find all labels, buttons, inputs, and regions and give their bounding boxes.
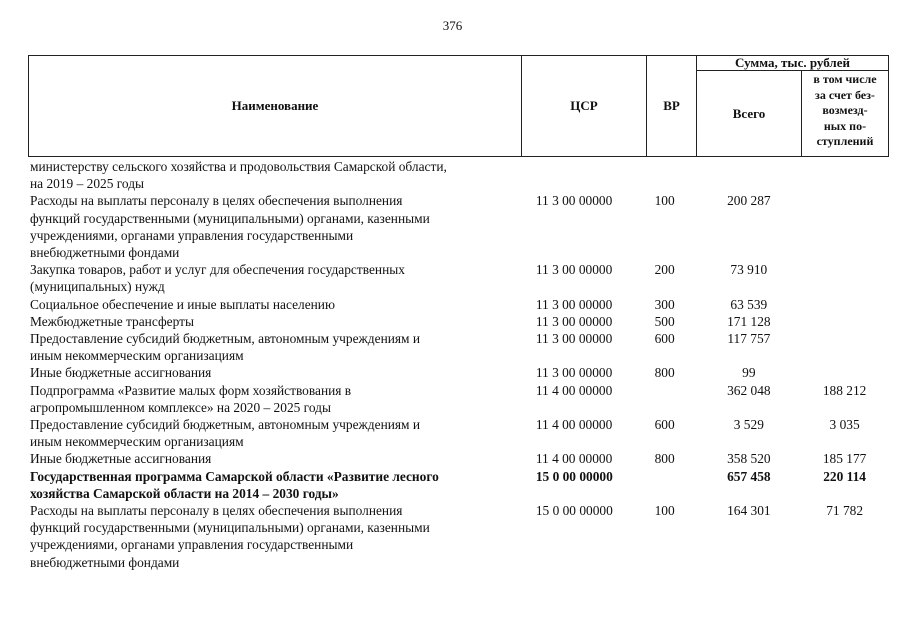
row-name-line: внебюджетными фондами [30, 245, 180, 261]
row-free: 220 114 [823, 468, 866, 484]
header-csr: ЦСР [522, 56, 647, 157]
row-name-line: хозяйства Самарской области на 2014 – 2030 годы» [30, 485, 339, 501]
table-row [28, 502, 888, 571]
row-csr: 11 3 00 00000 [535, 296, 613, 312]
row-total: 358 520 [727, 451, 771, 467]
header-incl-free [802, 71, 889, 157]
row-vr: 100 [654, 193, 675, 209]
row-name [28, 192, 522, 261]
row-name [28, 158, 522, 192]
row-name [28, 382, 522, 416]
row-csr: 15 0 00 00000 [535, 468, 613, 484]
row-name-line: Предоставление субсидий бюджетным, автономным учреждениям и [30, 331, 421, 347]
row-name-line: (муниципальных) нужд [30, 279, 165, 295]
row-name-line: функций государственными (муниципальными) органами, казенными [30, 520, 430, 536]
row-name-line: иным некоммерческим организациям [30, 434, 244, 450]
header-incl-line: в том числе [813, 72, 877, 86]
header-incl-line: за счет без- [815, 87, 875, 102]
row-vr: 800 [654, 365, 675, 381]
row-csr: 11 3 00 00000 [535, 365, 613, 381]
table-row [28, 364, 888, 381]
row-name-line: Расходы на выплаты персоналу в целях обеспечения выполнения [30, 503, 403, 519]
header-vr: ВР [647, 56, 697, 157]
row-name [28, 502, 522, 571]
header-total: Всего [697, 71, 802, 157]
row-vr: 600 [654, 417, 675, 433]
row-free: 71 782 [826, 503, 864, 519]
row-name [28, 313, 522, 330]
row-free: 3 035 [829, 417, 860, 433]
row-name-line: Иные бюджетные ассигнования [30, 365, 212, 381]
row-vr: 600 [654, 331, 675, 347]
row-total: 362 048 [727, 382, 771, 398]
row-name [28, 296, 522, 313]
row-name-line: Расходы на выплаты персоналу в целях обеспечения выполнения [30, 193, 403, 209]
row-vr: 100 [654, 503, 675, 519]
row-csr: 11 3 00 00000 [535, 193, 613, 209]
row-free: 185 177 [822, 451, 867, 467]
row-name-line: Закупка товаров, работ и услуг для обеспечения государственных [30, 262, 405, 278]
row-csr: 11 4 00 00000 [535, 417, 613, 433]
table-row [28, 330, 888, 364]
row-name-line: внебюджетными фондами [30, 554, 180, 570]
row-name-line: Социальное обеспечение и иные выплаты населению [30, 296, 335, 312]
row-vr: 200 [654, 262, 675, 278]
row-name-line: Государственная программа Самарской области «Развитие лесного [30, 468, 439, 484]
header-sum: Сумма, тыс. рублей [697, 56, 889, 71]
row-name [28, 364, 522, 381]
header-incl-line: ных по- [823, 118, 867, 133]
row-total: 99 [742, 365, 756, 381]
row-total: 63 539 [730, 296, 768, 312]
row-vr: 500 [654, 313, 675, 329]
row-free: 188 212 [822, 382, 867, 398]
row-name-line: иным некоммерческим организациям [30, 348, 244, 364]
table-row [28, 313, 888, 330]
row-total: 657 458 [727, 468, 771, 484]
row-name [28, 450, 522, 467]
row-name-line: Подпрограмма «Развитие малых форм хозяйствования в [30, 382, 352, 398]
row-name [28, 468, 522, 502]
row-name-line: агропромышленном комплексе» на 2020 – 2025 годы [30, 399, 331, 415]
header-incl-line: возмезд- [822, 103, 868, 117]
table-row [28, 468, 888, 502]
row-name-line: учреждениями, органами управления государственными [30, 227, 354, 243]
row-total: 117 757 [727, 331, 771, 347]
row-total: 3 529 [733, 417, 764, 433]
row-name-line: функций государственными (муниципальными) органами, казенными [30, 210, 430, 226]
row-csr: 11 4 00 00000 [535, 382, 613, 398]
table-row [28, 416, 888, 450]
table-row [28, 158, 888, 192]
row-name-line: министерству сельского хозяйства и продовольствия Самарской области, [30, 159, 447, 174]
table-header [28, 55, 889, 157]
table-row [28, 382, 888, 416]
row-name-line: Предоставление субсидий бюджетным, автономным учреждениям и [30, 417, 421, 433]
row-vr: 800 [654, 451, 675, 467]
page-number: 376 [442, 18, 463, 33]
row-name-line: учреждениями, органами управления государственными [30, 537, 354, 553]
row-csr: 11 4 00 00000 [535, 451, 613, 467]
row-total: 200 287 [727, 193, 771, 209]
row-vr: 300 [654, 296, 675, 312]
table-body [28, 158, 888, 571]
row-name [28, 416, 522, 450]
row-csr: 11 3 00 00000 [535, 331, 613, 347]
table-row [28, 450, 888, 467]
header-incl-line: ступлений [816, 134, 874, 148]
row-name-line: Межбюджетные трансферты [30, 313, 194, 329]
table-row [28, 296, 888, 313]
row-total: 164 301 [727, 503, 771, 519]
row-name-line: Иные бюджетные ассигнования [30, 451, 212, 467]
row-csr: 11 3 00 00000 [535, 262, 613, 278]
row-total: 73 910 [730, 262, 768, 278]
row-name [28, 330, 522, 364]
row-csr: 15 0 00 00000 [535, 503, 613, 519]
table-row [28, 192, 888, 261]
row-name [28, 261, 522, 295]
row-csr: 11 3 00 00000 [535, 313, 613, 329]
table-row [28, 261, 888, 295]
header-name: Наименование [29, 56, 522, 157]
row-total: 171 128 [727, 313, 771, 329]
row-name-line: на 2019 – 2025 годы [30, 176, 145, 192]
